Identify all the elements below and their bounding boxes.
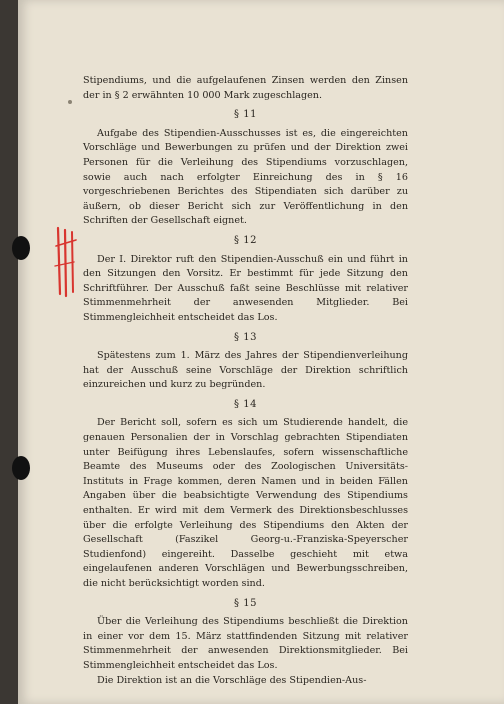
section-heading: § 11 <box>234 109 257 121</box>
section-paragraph: Über die Verleihung des Stipendiums beschließt die Direktion in einer vor dem 15. März stattfindenden Sitzung mit relativer Stimmenmehrheit der anwesenden Direktionsmitglieder. Bei Stimmengleichheit entscheidet das Los. <box>83 616 408 671</box>
red-pencil-mark-icon <box>54 226 80 298</box>
document-page <box>18 0 504 704</box>
margin-dot <box>68 100 72 104</box>
punch-hole <box>12 456 30 480</box>
section-paragraph: Aufgabe des Stipendien-Ausschusses ist es, die eingereichten Vorschläge und Bewerbungen zu prüfen und der Direktion zwei Personen für die Verleihung des Stipendiums vorzuschlagen, sowie auch nach erfolgter Einreichung des in § 16 vorgeschriebenen Berichtes des Stipendiaten sich darüber zu äußern, ob dieser Bericht sich zur Veröffentlichung in den Schriften der Gesellschaft eignet. <box>83 127 408 227</box>
document-body <box>83 74 408 688</box>
section-heading: § 15 <box>234 597 257 609</box>
intro-paragraph: Stipendiums, und die aufgelaufenen Zinsen werden den Zinsen der in § 2 erwähnten 10 000 Mark zugeschlagen. <box>83 75 408 101</box>
section-heading: § 14 <box>234 398 257 410</box>
section-paragraph: Der I. Direktor ruft den Stipendien-Ausschuß ein und führt in den Sitzungen den Vorsitz. Er bestimmt für jede Sitzung den Schriftführer. Der Ausschuß faßt seine Beschlüsse mit relativer Stimmenmehrheit der anwesenden Mitglieder. Bei Stimmengleichheit entscheidet das Los. <box>83 253 408 323</box>
section-paragraph: Der Bericht soll, sofern es sich um Studierende handelt, die genauen Personalien der in Vorschlag gebrachten Stipendiaten unter Beifügung ihres Lebenslaufes, sofern wissenschaftliche Beamte des Museums oder des Zoologischen Universitäts-Instituts in Frage kommen, deren Namen und in beiden Fällen Angaben über die beabsichtigte Verwendung des Stipendiums enthalten. Er wird mit dem Vermerk des Direktionsbeschlusses über die erfolgte Verleihung des Stipendiums den Akten der Gesellschaft (Faszikel Georg-u.-Franziska-Speyerscher Studienfond) eingereiht. Dasselbe geschieht mit etwa eingelaufenen anderen Vorschlägen und Bewerbungsschreiben, die nicht berücksichtigt worden sind. <box>83 417 408 589</box>
section-heading: § 12 <box>234 234 257 246</box>
section-paragraph: Spätestens zum 1. März des Jahres der Stipendienverleihung hat der Ausschuß seine Vorschläge der Direktion schriftlich einzureichen und kurz zu begründen. <box>83 350 408 391</box>
punch-hole <box>12 236 30 260</box>
section-paragraph: Die Direktion ist an die Vorschläge des Stipendien-Aus- <box>97 674 367 686</box>
section-heading: § 13 <box>234 331 257 343</box>
